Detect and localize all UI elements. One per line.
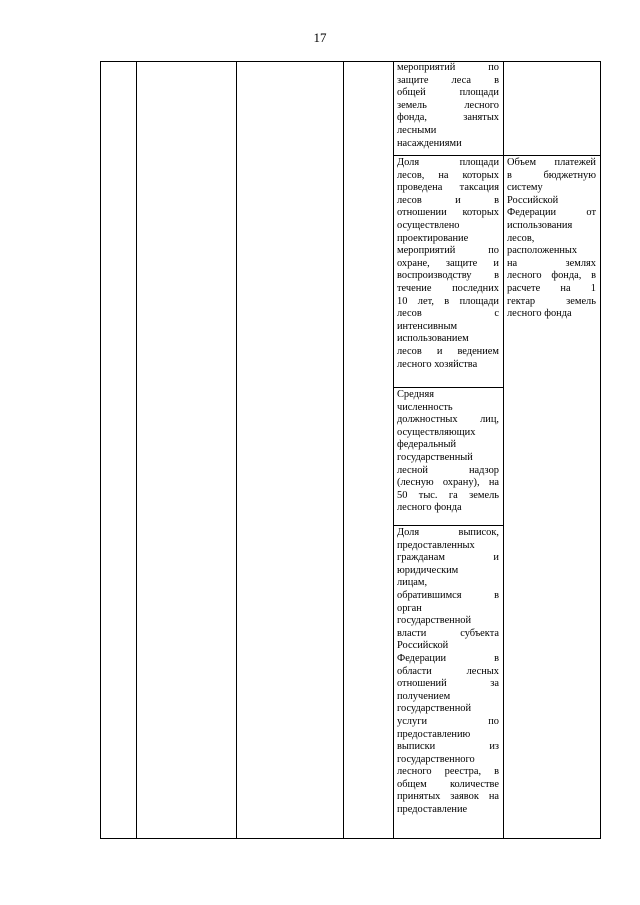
column-divider: [503, 61, 504, 839]
text-line: власти субъекта: [397, 627, 499, 639]
column-divider: [343, 61, 344, 839]
column-divider: [236, 61, 237, 839]
table-border-right: [600, 61, 601, 839]
row-divider: [393, 387, 503, 388]
text-line: отношении которых: [397, 207, 499, 219]
text-line: Российской: [397, 640, 449, 652]
text-line: Объем платежей: [507, 157, 596, 168]
indicator-cell-3: [397, 389, 499, 515]
text-line: Федерации в: [397, 652, 499, 664]
text-line: государственного: [397, 753, 475, 765]
text-line: (лесную охрану), на: [397, 477, 499, 489]
text-line: федеральный: [397, 439, 457, 451]
text-line: расчете на 1: [507, 282, 596, 294]
text-line: Средняя: [397, 389, 435, 400]
text-line: Российской: [507, 194, 559, 206]
text-line: Федерации от: [507, 207, 596, 219]
text-line: Доля площади: [397, 157, 499, 168]
table-border-bottom: [100, 838, 600, 839]
text-line: области лесных: [397, 665, 499, 677]
text-line: течение последних: [397, 282, 499, 294]
text-line: лесов и ведением: [397, 345, 499, 357]
table-border-top: [100, 61, 600, 62]
text-line: интенсивным: [397, 320, 458, 332]
text-line: государственной: [397, 615, 472, 627]
text-line: лесного фонда: [507, 308, 572, 320]
text-line: лесного реестра, в: [397, 766, 499, 778]
table-border-left: [100, 61, 101, 839]
text-line: юридическим: [397, 564, 459, 576]
text-line: государственный: [397, 451, 473, 463]
text-line: лесов и в: [397, 194, 499, 206]
text-line: проведена таксация: [397, 182, 499, 194]
column-divider: [136, 61, 137, 839]
text-line: расположенных: [507, 245, 578, 257]
text-line: лесной надзор: [397, 464, 499, 476]
text-line: 50 тыс. га земель: [397, 489, 499, 501]
text-line: использования: [507, 219, 573, 231]
text-line: гражданам и: [397, 552, 499, 564]
column-divider: [393, 61, 394, 839]
text-line: проектирование: [397, 232, 469, 244]
text-line: общей площади: [397, 87, 499, 99]
text-line: получением: [397, 690, 451, 702]
text-line: должностных лиц,: [397, 414, 499, 426]
page-number: 17: [313, 30, 327, 45]
text-line: лесного хозяйства: [397, 358, 478, 370]
text-line: систему: [507, 182, 543, 194]
text-line: лицам,: [397, 577, 428, 589]
text-line: орган: [397, 602, 422, 614]
text-line: лесов с: [397, 308, 499, 320]
text-line: общем количестве: [397, 778, 499, 790]
text-line: лесными: [397, 124, 437, 136]
text-line: осуществлено: [397, 219, 460, 231]
indicator-cell-1: [397, 62, 499, 150]
text-line: использованием: [397, 333, 469, 345]
text-line: предоставлению: [397, 728, 471, 740]
text-line: на землях: [507, 257, 596, 269]
text-line: государственной: [397, 703, 472, 715]
text-line: воспроизводству в: [397, 270, 499, 282]
indicator-cell-4: [397, 527, 499, 817]
text-line: охране, защите и: [397, 257, 499, 269]
text-line: лесов, на которых: [397, 169, 499, 181]
text-line: фонда, занятых: [397, 112, 499, 124]
row-divider: [393, 155, 600, 156]
text-line: численность: [397, 401, 453, 413]
text-line: в бюджетную: [507, 169, 596, 181]
text-line: мероприятий по: [397, 62, 499, 73]
text-line: предоставление: [397, 804, 468, 816]
text-line: выписки из: [397, 741, 499, 753]
text-line: осуществляющих: [397, 426, 476, 438]
indicator-cell-2: [397, 157, 499, 371]
text-line: 10 лет, в площади: [397, 295, 499, 307]
text-line: предоставленных: [397, 539, 475, 551]
indicator-cell-payments: [507, 157, 596, 321]
text-line: лесов,: [507, 232, 535, 244]
text-line: гектар земель: [507, 295, 596, 307]
text-line: обратившимся в: [397, 589, 499, 601]
text-line: лесного фонда: [397, 502, 462, 514]
text-line: услуги по: [397, 715, 499, 727]
text-line: отношений за: [397, 678, 499, 690]
text-line: принятых заявок на: [397, 791, 499, 803]
text-line: земель лесного: [397, 99, 499, 111]
text-line: защите леса в: [397, 74, 499, 86]
text-line: лесного фонда, в: [507, 270, 596, 282]
row-divider: [393, 525, 503, 526]
text-line: Доля выписок,: [397, 527, 499, 538]
text-line: мероприятий по: [397, 245, 499, 257]
text-line: насаждениями: [397, 137, 462, 149]
